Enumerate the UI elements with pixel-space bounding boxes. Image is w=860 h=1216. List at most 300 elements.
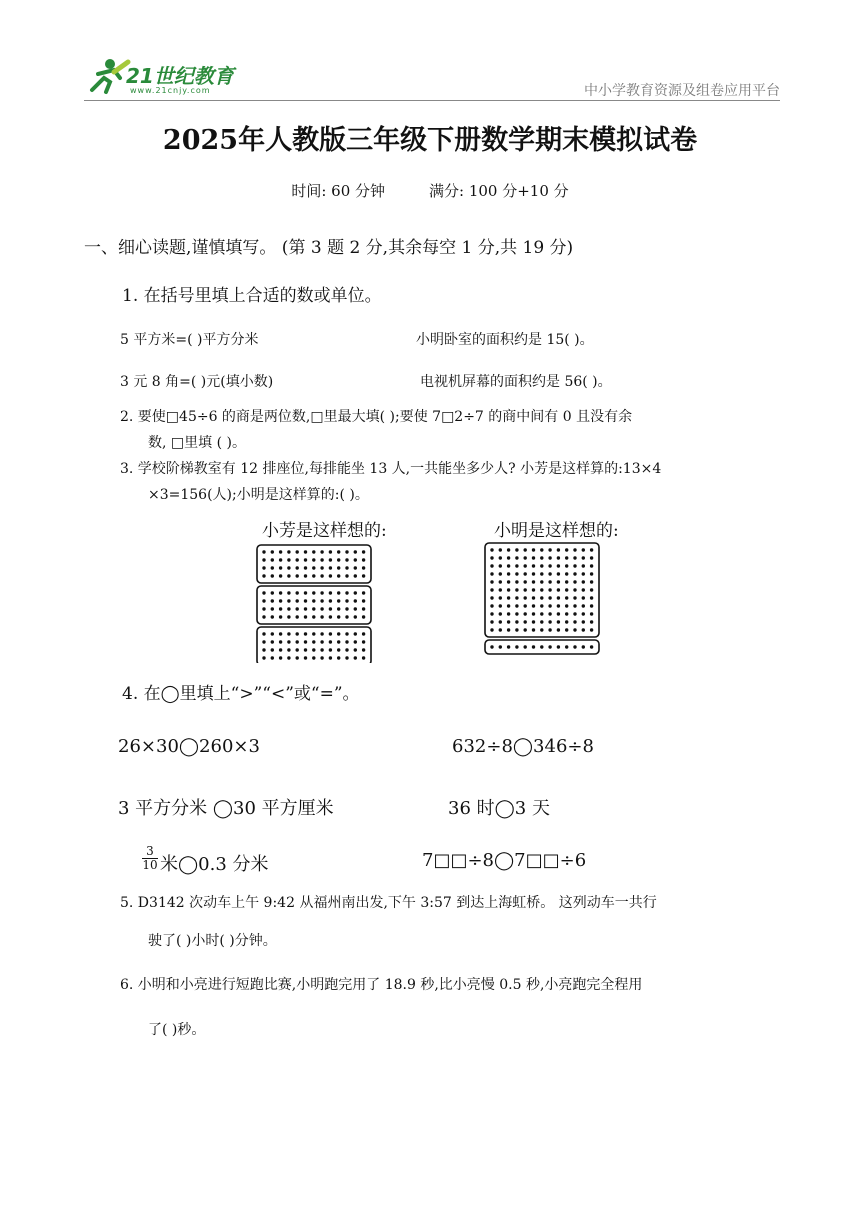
seat-dot [279,599,282,602]
q4-compare-1b: 632÷8◯346÷8 [452,736,594,757]
seat-dot [279,648,282,651]
seat-dot [312,550,315,553]
seat-dot [532,620,535,623]
seat-dot [582,612,585,615]
seat-dot [524,596,527,599]
seat-dot [515,564,518,567]
seat-dot [524,580,527,583]
seat-dot [320,632,323,635]
q4-compare-3b: 7□□÷8◯7□□÷6 [422,850,587,871]
seat-dot [515,620,518,623]
seat-dot [296,558,299,561]
full-score: 满分: 100 分+10 分 [429,182,569,200]
seat-dot [362,615,365,618]
seat-dot [524,645,527,648]
seat-dot [296,574,299,577]
seat-dot [582,548,585,551]
seat-dot [262,640,265,643]
seat-dot [524,612,527,615]
seat-dot [287,640,290,643]
seat-dot [507,596,510,599]
seat-dot [565,564,568,567]
seat-dot [490,588,493,591]
seat-dot [532,548,535,551]
seat-dot [312,566,315,569]
seat-dot [354,558,357,561]
seat-dot [490,556,493,559]
seat-dot [279,632,282,635]
seat-dot [499,548,502,551]
seat-dot [515,548,518,551]
seat-dot [345,550,348,553]
seat-dot [499,556,502,559]
seat-dot [279,640,282,643]
seat-dot [312,599,315,602]
seat-dot [499,564,502,567]
seat-dot [354,566,357,569]
seat-dot [590,556,593,559]
seat-dot [590,580,593,583]
q4-prompt: 4. 在◯里填上“>”“<”或“=”。 [122,684,360,704]
seat-dot [573,572,576,575]
seat-dot [524,572,527,575]
seat-dot [515,628,518,631]
seat-dot [573,588,576,591]
seat-dot [582,588,585,591]
seat-dot [590,564,593,567]
q3-line2: ×3=156(人);小明是这样算的:( )。 [148,487,369,503]
seat-dot [296,632,299,635]
seat-dot [515,556,518,559]
seat-dot [557,645,560,648]
seat-dot [354,607,357,610]
seat-dot [262,550,265,553]
seat-dot [354,648,357,651]
seat-dot [548,580,551,583]
seat-dot [296,648,299,651]
seat-dot [345,591,348,594]
seat-dot [312,640,315,643]
seat-dot [499,588,502,591]
seat-dot [548,628,551,631]
seat-dot [329,615,332,618]
seat-dot [337,656,340,659]
seat-dot [565,556,568,559]
seat-dot [565,572,568,575]
seat-dot [312,632,315,635]
seat-dot [499,620,502,623]
seat-dot [262,615,265,618]
seat-dot [515,612,518,615]
seat-dot [362,566,365,569]
seat-dot [540,628,543,631]
q4-compare-1a: 26×30◯260×3 [118,736,260,757]
seat-dot [337,648,340,651]
seat-dot [540,580,543,583]
seat-dot [573,604,576,607]
seat-dot [590,548,593,551]
seat-dot [296,607,299,610]
seat-dot [345,632,348,635]
seat-dot [312,591,315,594]
seat-dot [354,615,357,618]
q4-compare-2a: 3 平方分米 ◯30 平方厘米 [118,798,334,819]
seat-dot [337,615,340,618]
seat-dot [304,558,307,561]
seat-dot [507,548,510,551]
seat-dot [532,596,535,599]
seat-dot [262,656,265,659]
seat-dot [287,550,290,553]
seat-dot [573,645,576,648]
seat-dot [337,558,340,561]
seat-dot [590,596,593,599]
seat-dot [362,558,365,561]
seat-dot [287,615,290,618]
seat-dot [557,564,560,567]
seat-dot [573,564,576,567]
seat-dot [507,588,510,591]
seat-dot [507,628,510,631]
seat-dot [557,612,560,615]
seat-dot [557,620,560,623]
seat-dot [499,572,502,575]
seat-dot [565,604,568,607]
seat-dot [287,599,290,602]
q1-prompt: 1. 在括号里填上合适的数或单位。 [122,286,382,306]
seat-dot [337,599,340,602]
seat-dot [345,566,348,569]
seat-dot [271,566,274,569]
seat-dot [507,645,510,648]
seat-dot [582,620,585,623]
seat-dot [320,550,323,553]
seat-dot [287,656,290,659]
seat-dot [320,574,323,577]
seat-dot [287,607,290,610]
ming-label: 小明是这样想的: [494,521,619,541]
seat-dot [345,656,348,659]
seat-dot [362,656,365,659]
seat-dot [287,566,290,569]
seat-dot [337,591,340,594]
seat-dot [279,550,282,553]
seat-dot [320,558,323,561]
seat-dot [515,588,518,591]
seat-dot [565,580,568,583]
seat-dot [557,604,560,607]
seat-dot [548,572,551,575]
seat-dot [304,607,307,610]
logo-text: 21世纪教育 [126,64,234,88]
seat-dot [582,645,585,648]
seat-dot [304,599,307,602]
seat-dot [524,628,527,631]
seat-dot [320,591,323,594]
seat-dot [329,632,332,635]
seat-dot [271,640,274,643]
seat-dot [362,648,365,651]
seat-dot [524,556,527,559]
logo-url: www.21cnjy.com [130,86,211,95]
seat-dot [590,604,593,607]
seat-dot [296,656,299,659]
seat-dot [573,612,576,615]
seat-dot [532,556,535,559]
seat-dot [362,574,365,577]
seat-dot [287,591,290,594]
header-divider [84,100,780,101]
seat-dot [507,612,510,615]
seat-dot [337,574,340,577]
q3-line1: 3. 学校阶梯教室有 12 排座位,每排能坐 13 人,一共能坐多少人? 小芳是这样算的:13×4 [120,461,662,477]
seat-dot [573,620,576,623]
q1-item-c: 3 元 8 角=( )元(填小数) [120,374,274,390]
seat-dot [557,572,560,575]
seat-dot [515,596,518,599]
q4-compare-3a: 米◯0.3 分米 [160,854,269,875]
seat-dot [271,648,274,651]
seat-dot [524,620,527,623]
seat-dot [345,615,348,618]
seat-dot [524,604,527,607]
seat-dot [532,612,535,615]
seat-dot [573,580,576,583]
seat-dot [540,620,543,623]
seat-dot [287,574,290,577]
seat-dot [337,632,340,635]
seat-dot [515,645,518,648]
seat-dot [507,604,510,607]
seat-dot [532,572,535,575]
seat-dot [565,548,568,551]
seat-dot [279,607,282,610]
seat-dot [490,564,493,567]
seat-dot [304,550,307,553]
seat-dot [540,564,543,567]
seat-dot [296,640,299,643]
seat-dot [524,588,527,591]
seat-dot [557,596,560,599]
seat-dot [557,548,560,551]
seat-dot [304,640,307,643]
seat-dot [320,607,323,610]
exam-info [0,180,860,201]
seat-dot [507,572,510,575]
seat-dot [304,566,307,569]
seat-dot [345,648,348,651]
seat-dot [262,599,265,602]
seat-dot [532,580,535,583]
seat-dot [279,656,282,659]
seat-dot [329,574,332,577]
seat-dot [490,620,493,623]
seat-dot [540,604,543,607]
seat-dot [573,548,576,551]
seat-dot [573,556,576,559]
seat-dot [490,596,493,599]
seat-dot [320,566,323,569]
seat-dot [312,574,315,577]
seat-dot [304,656,307,659]
seat-dot [557,556,560,559]
seat-dot [532,588,535,591]
seat-dot [540,645,543,648]
seat-dot [515,580,518,583]
seat-dot [362,632,365,635]
seat-dot [548,645,551,648]
seat-dot [320,599,323,602]
seat-dot [271,591,274,594]
seat-dot [548,548,551,551]
seat-dot [312,607,315,610]
seat-dot [515,604,518,607]
seat-dot [279,558,282,561]
fang-dot-diagram [254,543,378,663]
seat-dot [354,640,357,643]
page-title: 2025年人教版三年级下册数学期末模拟试卷 [162,125,698,156]
seat-dot [582,580,585,583]
seat-dot [490,572,493,575]
seat-dot [271,656,274,659]
seat-dot [271,574,274,577]
seat-dot [320,656,323,659]
seat-dot [304,574,307,577]
seat-dot [304,615,307,618]
seat-dot [337,640,340,643]
seat-dot [507,620,510,623]
seat-dot [565,620,568,623]
seat-dot [362,591,365,594]
q1-item-d: 电视机屏幕的面积约是 56( )。 [420,374,612,390]
seat-dot [279,574,282,577]
seat-dot [565,588,568,591]
fang-label: 小芳是这样想的: [262,521,387,541]
seat-dot [362,640,365,643]
seat-dot [490,548,493,551]
seat-dot [540,548,543,551]
seat-dot [490,628,493,631]
seat-dot [362,550,365,553]
seat-dot [557,588,560,591]
seat-dot [312,656,315,659]
seat-dot [507,580,510,583]
seat-dot [532,564,535,567]
seat-dot [329,640,332,643]
seat-dot [329,558,332,561]
q5-line2: 驶了( )小时( )分钟。 [148,933,277,949]
seat-dot [320,615,323,618]
seat-dot [296,599,299,602]
seat-dot [590,572,593,575]
seat-dot [329,566,332,569]
seat-dot [271,558,274,561]
seat-dot [296,615,299,618]
seat-dot [548,604,551,607]
seat-dot [565,596,568,599]
q1-item-b: 小明卧室的面积约是 15( )。 [416,332,594,348]
seat-dot [279,566,282,569]
seat-dot [515,572,518,575]
seat-dot [507,564,510,567]
seat-dot [345,558,348,561]
seat-dot [540,556,543,559]
seat-dot [490,612,493,615]
seat-dot [262,632,265,635]
seat-dot [499,604,502,607]
seat-dot [296,591,299,594]
seat-dot [582,572,585,575]
seat-dot [590,588,593,591]
seat-dot [354,656,357,659]
seat-dot [499,580,502,583]
seat-dot [540,596,543,599]
seat-dot [320,640,323,643]
seat-dot [524,564,527,567]
seat-dot [362,599,365,602]
q4-fraction [142,845,158,872]
seat-dot [312,558,315,561]
q4-compare-2b: 36 时◯3 天 [448,798,550,819]
seat-dot [557,580,560,583]
seat-dot [590,620,593,623]
seat-dot [262,591,265,594]
seat-dot [345,599,348,602]
ming-dot-diagram [482,541,606,663]
q6-line1: 6. 小明和小亮进行短跑比赛,小明跑完用了 18.9 秒,比小亮慢 0.5 秒,小亮跑完全程用 [120,977,643,993]
seat-dot [490,604,493,607]
seat-dot [287,632,290,635]
seat-dot [582,628,585,631]
seat-dot [304,648,307,651]
seat-dot [499,596,502,599]
seat-dot [279,591,282,594]
seat-dot [279,615,282,618]
seat-dot [262,648,265,651]
fraction-numerator: 3 [146,844,154,858]
seat-dot [345,607,348,610]
seat-dot [262,607,265,610]
seat-dot [524,548,527,551]
seat-dot [499,628,502,631]
seat-dot [540,588,543,591]
seat-dot [262,558,265,561]
seat-dot [345,574,348,577]
seat-dot [573,596,576,599]
seat-dot [329,591,332,594]
q2-line2: 数, □里填 ( )。 [148,435,246,451]
seat-dot [565,612,568,615]
seat-dot [329,599,332,602]
seat-dot [262,566,265,569]
seat-dot [329,648,332,651]
seat-dot [490,580,493,583]
platform-name: 中小学教育资源及组卷应用平台 [584,83,780,99]
seat-dot [320,648,323,651]
seat-dot [354,632,357,635]
seat-dot [337,550,340,553]
seat-dot [337,566,340,569]
seat-dot [354,599,357,602]
seat-dot [548,596,551,599]
seat-dot [362,607,365,610]
seat-dot [532,628,535,631]
seat-dot [573,628,576,631]
seat-dot [582,604,585,607]
seat-dot [329,656,332,659]
seat-dot [354,550,357,553]
seat-dot [312,615,315,618]
